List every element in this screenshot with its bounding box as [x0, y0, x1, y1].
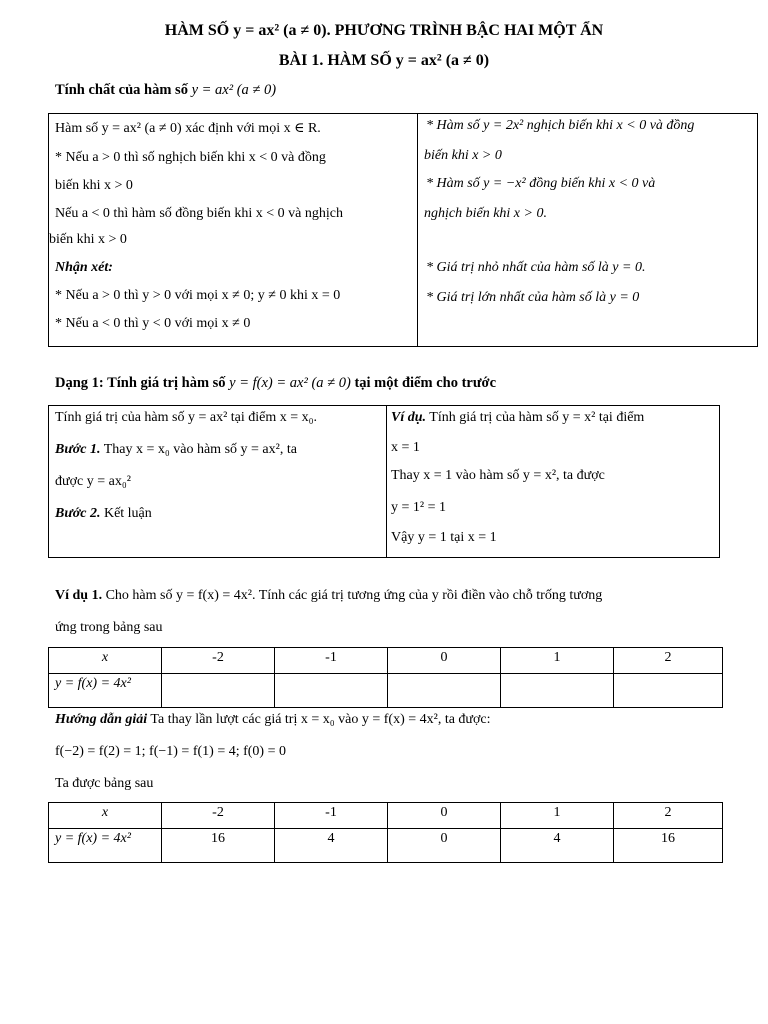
dang1-heading-b: tại một điểm cho trước: [354, 375, 497, 391]
header-cell: 2: [614, 648, 723, 674]
document-title: HÀM SỐ y = ax² (a ≠ 0). PHƯƠNG TRÌNH BẬC HAI MỘT ẨN: [164, 22, 604, 39]
dang1-line: Tính giá trị của hàm số y = ax² tại điểm x = x₀.: [55, 410, 318, 425]
example1-result-table: [48, 802, 723, 863]
example-line: x = 1: [391, 440, 420, 455]
example-text: Tính giá trị của hàm số y = x² tại điểm: [429, 410, 645, 425]
example1-empty-table: [48, 647, 723, 708]
header-cell: -2: [162, 803, 275, 829]
properties-right-cell: [418, 114, 757, 346]
result-cell: 16: [162, 829, 275, 863]
lesson-title: BÀI 1. HÀM SỐ y = ax² (a ≠ 0): [278, 52, 490, 69]
example1-line2: ứng trong bảng sau: [55, 620, 163, 635]
dang1-heading-a: Dạng 1: Tính giá trị hàm số: [55, 375, 226, 391]
remark-label: Nhận xét:: [55, 260, 113, 275]
result-cell: 0: [388, 829, 501, 863]
dang1-table: [48, 405, 720, 558]
prop-example-line: * Giá trị lớn nhất của hàm số là y = 0: [426, 290, 640, 305]
blank-cell: [275, 674, 388, 708]
dang1-line: được y = ax₀²: [55, 474, 131, 489]
guide-line: Ta thay lần lượt các giá trị x = x₀ vào y = f(x) = 4x², ta được:: [150, 712, 491, 727]
example-label: Ví dụ.: [391, 410, 427, 425]
properties-heading-text: Tính chất của hàm số: [55, 82, 188, 98]
guide-label: Hướng dẫn giải: [55, 712, 148, 727]
blank-cell: [501, 674, 614, 708]
header-cell: x: [49, 803, 162, 829]
prop-example-line: * Hàm số y = −x² đồng biến khi x < 0 và: [426, 176, 656, 191]
step1-text: Thay x = x₀ vào hàm số y = ax², ta: [103, 442, 297, 457]
properties-heading-math: y = ax² (a ≠ 0): [191, 82, 277, 98]
example-line: Vậy y = 1 tại x = 1: [391, 530, 497, 545]
row-label-cell: y = f(x) = 4x²: [49, 829, 162, 863]
prop-line: biến khi x > 0: [49, 232, 127, 247]
dang1-heading: [55, 375, 496, 392]
row-label-cell: y = f(x) = 4x²: [49, 674, 162, 708]
header-cell: 1: [501, 648, 614, 674]
header-cell: 1: [501, 803, 614, 829]
step1-label: Bước 1.: [55, 442, 101, 457]
dang1-heading-math: y = f(x) = ax² (a ≠ 0): [229, 375, 351, 391]
prop-line: * Nếu a > 0 thì số nghịch biến khi x < 0 và đồng: [55, 150, 326, 165]
result-cell: 4: [501, 829, 614, 863]
properties-heading: [55, 82, 276, 99]
header-cell: x: [49, 648, 162, 674]
prop-line: biến khi x > 0: [55, 178, 133, 193]
result-cell: 4: [275, 829, 388, 863]
properties-left-cell: [49, 114, 417, 346]
header-cell: -2: [162, 648, 275, 674]
example1-label: Ví dụ 1.: [55, 588, 103, 603]
prop-line: Nếu a < 0 thì hàm số đồng biến khi x < 0 và nghịch: [55, 206, 343, 221]
prop-line: Hàm số y = ax² (a ≠ 0) xác định với mọi x ∈ R.: [55, 121, 321, 136]
values-line: f(−2) = f(2) = 1; f(−1) = f(1) = 4; f(0) = 0: [55, 744, 286, 759]
prop-example-line: nghịch biến khi x > 0.: [424, 206, 547, 221]
step2-text: Kết luận: [103, 506, 152, 521]
example1-text: [55, 588, 602, 604]
step2-label: Bước 2.: [55, 506, 101, 521]
header-cell: -1: [275, 648, 388, 674]
prop-line: * Nếu a > 0 thì y > 0 với mọi x ≠ 0; y ≠ 0 khi x = 0: [55, 288, 341, 303]
properties-table: [48, 113, 758, 347]
example-line: Thay x = 1 vào hàm số y = x², ta được: [391, 468, 605, 483]
prop-line: * Nếu a < 0 thì y < 0 với mọi x ≠ 0: [55, 316, 251, 331]
guide-text: [55, 712, 491, 728]
header-cell: 0: [388, 648, 501, 674]
result-cell: 16: [614, 829, 723, 863]
prop-example-line: biến khi x > 0: [424, 148, 502, 163]
dang1-left-cell: [49, 406, 386, 557]
blank-cell: [162, 674, 275, 708]
blank-cell: [388, 674, 501, 708]
header-cell: 2: [614, 803, 723, 829]
prop-example-line: * Hàm số y = 2x² nghịch biến khi x < 0 và đồng: [426, 118, 695, 133]
dang1-right-cell: [387, 406, 719, 557]
header-cell: 0: [388, 803, 501, 829]
example1-line1: Cho hàm số y = f(x) = 4x². Tính các giá trị tương ứng của y rồi điền vào chỗ trống tương: [105, 588, 603, 603]
example-line: y = 1² = 1: [391, 500, 446, 515]
header-cell: -1: [275, 803, 388, 829]
prop-example-line: * Giá trị nhỏ nhất của hàm số là y = 0.: [426, 260, 646, 275]
blank-cell: [614, 674, 723, 708]
result-intro: Ta được bảng sau: [55, 776, 154, 791]
